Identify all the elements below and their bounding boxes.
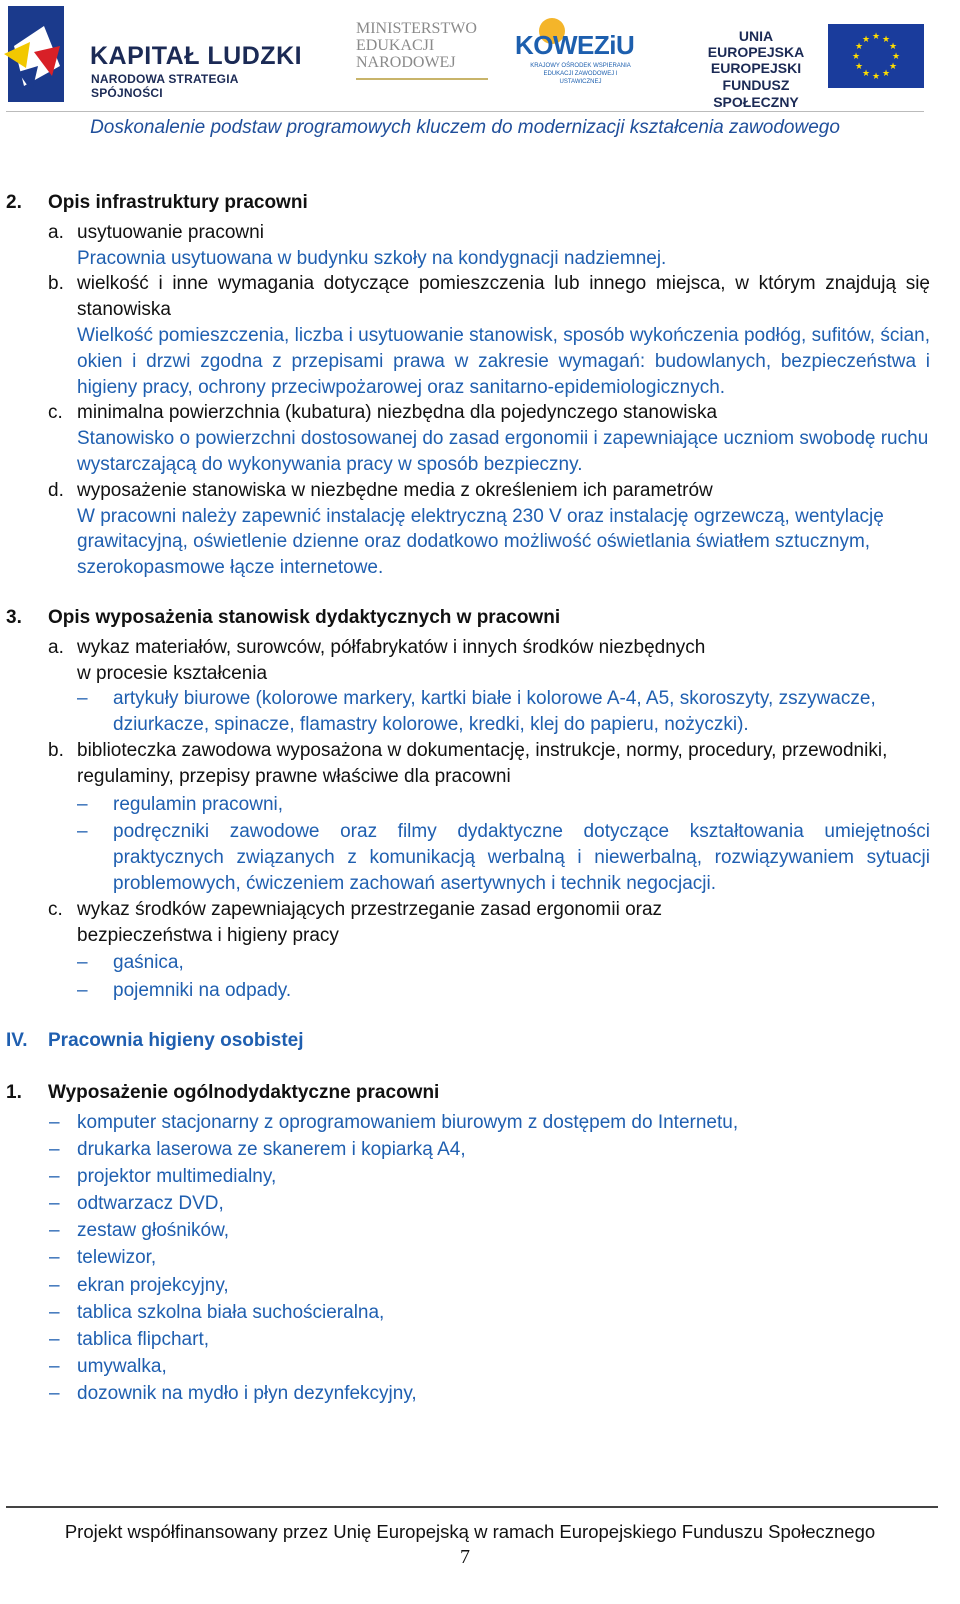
page-number: 7 xyxy=(460,1546,470,1568)
section-3b xyxy=(0,738,930,897)
section-3a-item-0: artykuły biurowe (kolorowe markery, kartki białe i kolorowe A-4, A5, skoroszyty, zszywacze, dziurkacze, spinacze, flamastry kolorowe, kredki, klej do papieru, nożyczki). xyxy=(113,688,876,736)
section-2c-answer: Stanowisko o powierzchni dostosowanej do zasad ergonomii i zapewniające uczniom swobodę ruchu wystarczającą do wykonywania pracy w sposób bezpieczny. xyxy=(77,428,929,475)
kapital-ludzki-subtitle: NARODOWA STRATEGIA SPÓJNOŚCI xyxy=(91,72,239,100)
section-2d-letter: d. xyxy=(48,479,64,501)
section-3c-label-line2: bezpieczeństwa i higieny pracy xyxy=(77,924,339,946)
svg-text:★: ★ xyxy=(888,62,898,72)
dash-bullet-icon: – xyxy=(49,1356,60,1378)
section-2a-answer: Pracownia usytuowana w budynku szkoły na kondygnacji nadziemnej. xyxy=(77,247,667,269)
list-item xyxy=(77,686,930,738)
eu-text xyxy=(690,28,822,111)
section-3a xyxy=(0,635,930,738)
kapital-ludzki-logo xyxy=(4,6,304,106)
list-item xyxy=(49,1137,930,1164)
equipment-item-4: zestaw głośników, xyxy=(77,1220,230,1242)
list-item xyxy=(49,1354,930,1381)
svg-text:★: ★ xyxy=(854,62,864,72)
list-item xyxy=(77,950,930,976)
dash-bullet-icon: – xyxy=(77,688,88,710)
section-3a-letter: a. xyxy=(48,636,64,658)
list-item xyxy=(77,978,930,1004)
section-3c-label-line1: wykaz środków zapewniających przestrzeganie zasad ergonomii oraz xyxy=(77,898,663,920)
section-3c-item-1: pojemniki na odpady. xyxy=(113,980,292,1002)
dash-bullet-icon: – xyxy=(49,1329,60,1350)
list-item xyxy=(77,792,930,818)
footer-divider xyxy=(6,1506,938,1508)
section-2b xyxy=(0,271,930,400)
section-3b-letter: b. xyxy=(48,739,64,761)
kapital-ludzki-title: KAPITAŁ LUDZKI xyxy=(90,42,303,70)
list-item xyxy=(49,1300,930,1327)
dash-bullet-icon: – xyxy=(49,1383,60,1405)
list-item xyxy=(49,1273,930,1300)
dash-bullet-icon: – xyxy=(49,1138,60,1160)
list-item xyxy=(49,1191,930,1218)
section-2-number: 2. xyxy=(6,192,22,213)
svg-text:★: ★ xyxy=(861,69,871,79)
section-2d xyxy=(0,478,930,581)
section-2b-label: wielkość i inne wymagania dotyczące pomieszczenia lub innego miejsca, w którym znajdują się stanowiska xyxy=(77,273,930,321)
eu-line1: UNIA EUROPEJSKA xyxy=(707,28,805,60)
equipment-item-5: telewizor, xyxy=(77,1247,157,1269)
koweziu-logo xyxy=(515,18,640,88)
list-item xyxy=(49,1110,930,1137)
equipment-item-3: odtwarzacz DVD, xyxy=(77,1193,224,1215)
equipment-item-10: dozownik na mydło i płyn dezynfekcyjny, xyxy=(77,1383,417,1405)
equipment-item-8: tablica flipchart, xyxy=(77,1329,210,1350)
section-2-heading xyxy=(0,190,930,216)
section-2c-label: minimalna powierzchnia (kubatura) niezbędna dla pojedynczego stanowiska xyxy=(77,402,718,424)
section-1-title: Wyposażenie ogólnodydaktyczne pracowni xyxy=(48,1081,440,1103)
section-IV-number: IV. xyxy=(6,1029,28,1051)
ministerstwo-line1: MINISTERSTWO xyxy=(356,20,477,37)
svg-text:★: ★ xyxy=(861,35,871,45)
svg-text:★: ★ xyxy=(881,69,891,79)
section-3-title: Opis wyposażenia stanowisk dydaktycznych w pracowni xyxy=(48,606,561,628)
eu-line2: EUROPEJSKI xyxy=(710,60,802,76)
svg-text:★: ★ xyxy=(871,72,881,82)
footer-text: Projekt współfinansowany przez Unię Europejską w ramach Europejskiego Funduszu Społecznego xyxy=(64,1521,876,1542)
list-item xyxy=(49,1218,930,1245)
section-2d-answer: W pracowni należy zapewnić instalację elektryczną 230 V oraz instalację ogrzewczą, wentylację grawitacyjną, oświetlenie dzienne oraz dodatkowo możliwość oświetlania światłem sztucznym, szerokopasmowe łącze internetowe. xyxy=(77,505,884,579)
section-3a-label-line2: w procesie kształcenia xyxy=(77,662,268,684)
section-3b-item-1: podręczniki zawodowe oraz filmy dydaktyczne dotyczące kształtowania umiejętności praktycznych związanych z komunikacją werbalną i niewerbalną, rozwiązywaniem sytuacji problemowych, ćwiczeniem zachowań asertywnych i technik negocjacji. xyxy=(113,821,930,894)
ministerstwo-line3: NARODOWEJ xyxy=(356,54,456,71)
dash-bullet-icon: – xyxy=(49,1247,60,1269)
section-2b-letter: b. xyxy=(48,273,64,295)
section-IV-heading xyxy=(0,1028,930,1054)
section-2a-label: usytuowanie pracowni xyxy=(77,221,264,243)
list-item xyxy=(77,819,930,896)
project-title: Doskonalenie podstaw programowych kluczem do modernizacji kształcenia zawodowego xyxy=(90,117,840,138)
header-logos xyxy=(0,0,960,112)
equipment-item-2: projektor multimedialny, xyxy=(77,1165,277,1187)
equipment-item-6: ekran projekcyjny, xyxy=(77,1274,229,1296)
section-2a-letter: a. xyxy=(48,221,64,243)
koweziu-name: KOWEZiU xyxy=(515,30,635,60)
eu-logo xyxy=(690,24,930,110)
dash-bullet-icon: – xyxy=(49,1111,60,1133)
section-3-number: 3. xyxy=(6,606,22,628)
section-3c-letter: c. xyxy=(48,898,63,920)
list-item xyxy=(49,1327,930,1354)
dash-bullet-icon: – xyxy=(77,952,88,974)
section-2d-label: wyposażenie stanowiska w niezbędne media z określeniem ich parametrów xyxy=(77,479,713,501)
equipment-item-9: umywalka, xyxy=(77,1356,167,1378)
document-body xyxy=(0,190,930,1409)
section-3b-item-0: regulamin pracowni, xyxy=(113,793,284,815)
list-item xyxy=(49,1381,930,1408)
dash-bullet-icon: – xyxy=(49,1220,60,1242)
section-2-title: Opis infrastruktury pracowni xyxy=(48,192,308,213)
dash-bullet-icon: – xyxy=(77,980,88,1002)
kapital-ludzki-flag-icon xyxy=(4,6,68,102)
svg-text:★: ★ xyxy=(871,32,881,42)
section-3c xyxy=(0,897,930,1004)
section-1-number: 1. xyxy=(6,1081,22,1103)
section-2a xyxy=(0,220,930,272)
section-3-heading xyxy=(0,605,930,631)
equipment-list xyxy=(0,1110,930,1409)
section-2c-letter: c. xyxy=(48,402,63,424)
dash-bullet-icon: – xyxy=(49,1165,60,1187)
svg-text:★: ★ xyxy=(888,42,898,52)
header-divider xyxy=(6,111,924,112)
section-3c-item-0: gaśnica, xyxy=(113,952,184,974)
ministerstwo-underline xyxy=(356,78,488,80)
dash-bullet-icon: – xyxy=(49,1193,60,1215)
koweziu-tagline: KRAJOWY OŚRODEK WSPIERANIA EDUKACJI ZAWODOWEJ I USTAWICZNEJ xyxy=(530,63,631,85)
equipment-item-0: komputer stacjonarny z oprogramowaniem biurowym z dostępem do Internetu, xyxy=(77,1111,739,1133)
section-2c xyxy=(0,400,930,477)
section-1-heading xyxy=(0,1080,930,1106)
svg-text:★: ★ xyxy=(851,52,861,62)
ministerstwo-logo xyxy=(356,20,496,80)
dash-bullet-icon: – xyxy=(49,1274,60,1296)
dash-bullet-icon: – xyxy=(49,1301,60,1323)
list-item xyxy=(49,1245,930,1272)
eu-line3: FUNDUSZ SPOŁECZNY xyxy=(713,77,799,110)
svg-text:★: ★ xyxy=(881,35,891,45)
section-2b-answer: Wielkość pomieszczenia, liczba i usytuowanie stanowisk, sposób wykończenia podłóg, sufitów, ścian, okien i drzwi zgodna z przepisami prawa w zakresie wymagań: budowlanych, bezpieczeństwa i higieny pracy, ochrony przeciwpożarowej oraz sanitarno-epidemiologicznych. xyxy=(77,324,930,398)
list-item xyxy=(49,1164,930,1191)
eu-flag-icon xyxy=(828,24,924,88)
svg-text:★: ★ xyxy=(854,42,864,52)
section-3b-label: biblioteczka zawodowa wyposażona w dokumentację, instrukcje, normy, procedury, przewodniki, regulaminy, przepisy prawne właściwe dla pracowni xyxy=(77,739,888,787)
section-IV-title: Pracownia higieny osobistej xyxy=(48,1029,304,1051)
equipment-item-7: tablica szkolna biała suchościeralna, xyxy=(77,1301,385,1323)
dash-bullet-icon: – xyxy=(77,793,88,815)
dash-bullet-icon: – xyxy=(77,821,88,843)
ministerstwo-line2: EDUKACJI xyxy=(356,37,435,54)
svg-text:★: ★ xyxy=(891,52,901,62)
equipment-item-1: drukarka laserowa ze skanerem i kopiarką A4, xyxy=(77,1138,466,1160)
section-3a-label-line1: wykaz materiałów, surowców, półfabrykatów i innych środków niezbędnych xyxy=(77,636,706,658)
